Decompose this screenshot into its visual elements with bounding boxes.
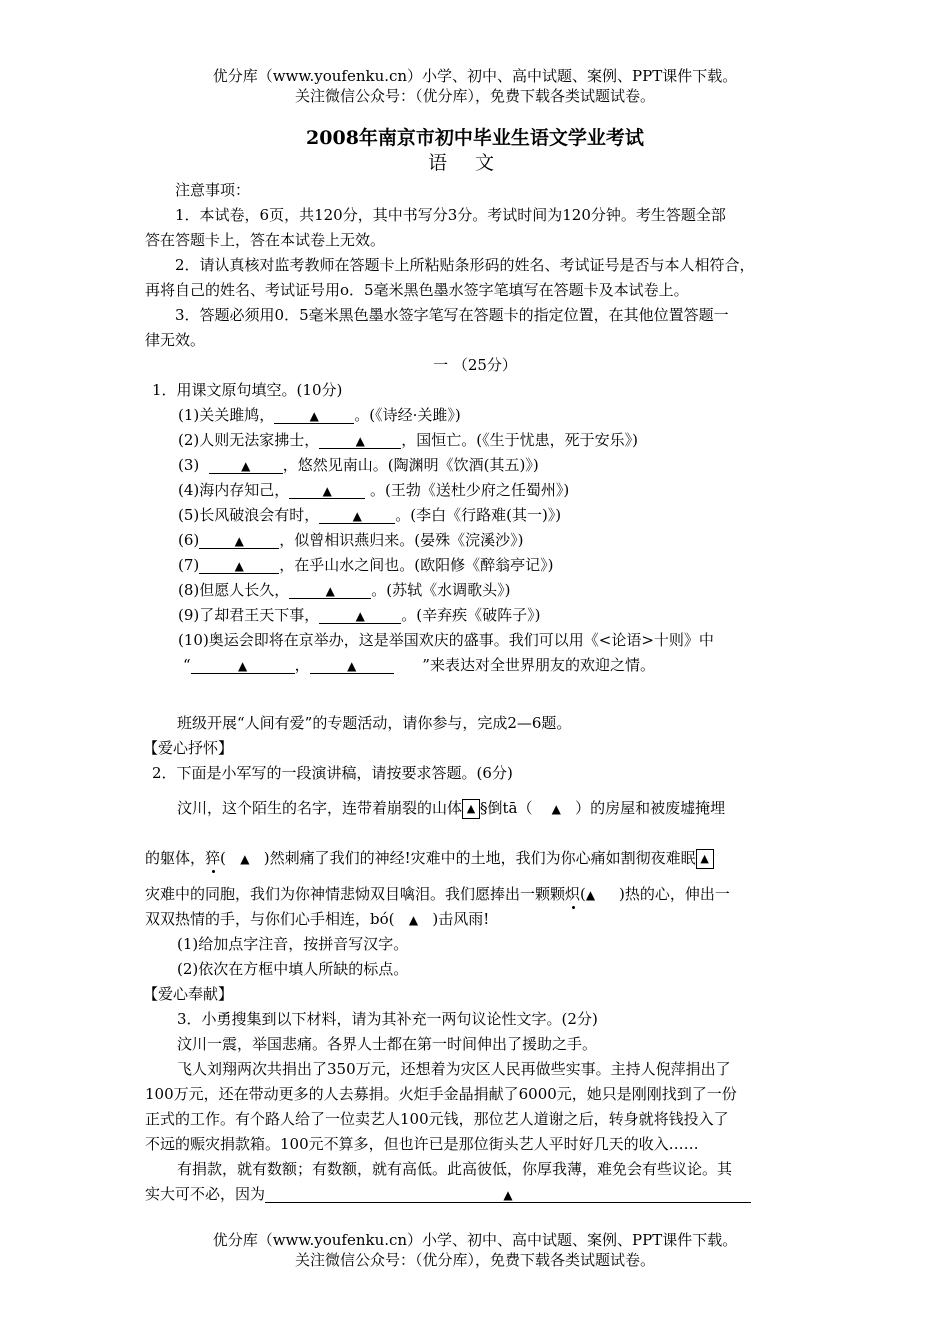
triangle-icon: ▲ (352, 509, 362, 523)
q2-passage-line-4: 双双热情的手，与你们心手相连，bó( ▲ )击风雨! (145, 910, 490, 928)
activity-intro: 班级开展“人间有爱”的专题活动，请你参与，完成2—6题。 (177, 714, 572, 732)
q1-item-1: (1)关关雎鸠， ▲ 。(《诗经·关雎》) (178, 406, 461, 424)
answer-blank[interactable] (289, 480, 365, 499)
answer-blank[interactable] (319, 430, 401, 449)
answer-blank[interactable] (191, 655, 295, 674)
q3-material-2-line-4: 不远的赈灾捐款箱。100元不算多，但也许已是那位街头艺人平时好几天的收入…… (145, 1135, 699, 1153)
section-heading: 一 （25分） (433, 356, 517, 374)
triangle-icon: ▲ (241, 459, 251, 473)
triangle-icon: ▲ (466, 802, 476, 815)
triangle-icon: ▲ (322, 484, 332, 498)
answer-blank[interactable] (319, 605, 401, 624)
q1-item-6: (6) ▲ ，似曾相识燕归来。(晏殊《浣溪沙》) (178, 531, 524, 549)
triangle-icon: ▲ (408, 913, 419, 927)
answer-blank[interactable] (199, 555, 279, 574)
section-aixin-fengxian: 【爱心奉献】 (143, 985, 234, 1003)
q3-material-3-line-1: 有捐款，就有数额；有数额，就有高低。此高彼低，你厚我薄，难免会有些议论。其 (177, 1160, 733, 1178)
q2-sub-2: (2)依次在方框中填人所缺的标点。 (177, 960, 409, 978)
q3-material-2-line-3: 正式的工作。有个路人给了一位卖艺人100元钱，那位艺人道谢之后，转身就将钱投入了 (145, 1110, 729, 1128)
triangle-icon: ▲ (347, 659, 357, 673)
q3-material-3-line-2: 实大可不必，因为 ▲ (145, 1184, 751, 1204)
note-3-line-1: 3．答题必须用0．5毫米黑色墨水签字笔写在答题卡的指定位置，在其他位置答题一 (175, 306, 729, 324)
q1-item-10: (10)奥运会即将在京举办，这是举国欢庆的盛事。我们可以用《<论语>十则》中 (178, 631, 714, 649)
q1-item-10-blanks: “ ▲ ， ▲ ”来表达对全世界朋友的欢迎之情。 (183, 656, 655, 674)
note-2-line-1: 2．请认真核对监考教师在答题卡上所粘贴条形码的姓名、考试证号是否与本人相符合， (175, 256, 755, 274)
q1-stem: 1．用课文原句填空。(10分) (152, 381, 343, 399)
triangle-icon: ▲ (585, 888, 596, 902)
q1-item-3: (3) ▲ ，悠然见南山。(陶渊明《饮酒(其五)》) (178, 456, 539, 474)
triangle-icon: ▲ (355, 609, 365, 623)
q3-stem: 3．小勇搜集到以下材料，请为其补充一两句议论性文字。(2分) (177, 1010, 598, 1028)
triangle-icon: ▲ (503, 1188, 513, 1202)
triangle-icon: ▲ (240, 852, 250, 866)
triangle-icon: ▲ (551, 802, 561, 816)
q2-passage-line-3: 灾难中的同胞，我们为你神情悲恸双目噙泪。我们愿捧出一颗颗炽(▲ )热的心，伸出一 (145, 885, 730, 903)
header-line-2: 关注微信公众号：（优分库），免费下载各类试题试卷。 (294, 87, 655, 105)
q1-item-7: (7) ▲ ，在乎山水之间也。(欧阳修《醉翁亭记》) (178, 556, 554, 574)
footer-line-2: 关注微信公众号：（优分库），免费下载各类试题试卷。 (294, 1251, 655, 1269)
answer-blank[interactable] (265, 1184, 751, 1203)
page-subtitle: 语文 (427, 152, 522, 174)
footer-line-1: 优分库（www.youfenku.cn）小学、初中、高中试题、案例、PPT课件下载。 (212, 1231, 738, 1249)
triangle-icon: ▲ (325, 584, 335, 598)
dotted-char: 猝 (205, 849, 221, 867)
triangle-icon: ▲ (309, 409, 319, 423)
punctuation-box[interactable] (462, 799, 480, 819)
section-aixin-shuhuai: 【爱心抒怀】 (143, 739, 234, 757)
dotted-char: 炽 (565, 885, 581, 903)
note-1-line-2: 答在答题卡上，答在本试卷上无效。 (145, 231, 386, 249)
answer-blank[interactable] (289, 580, 371, 599)
q2-stem: 2．下面是小军写的一段演讲稿，请按要求答题。(6分) (152, 764, 513, 782)
triangle-icon: ▲ (355, 434, 365, 448)
page-title: 2008年南京市初中毕业生语文学业考试 (306, 127, 644, 149)
triangle-icon: ▲ (234, 559, 244, 573)
header-line-1: 优分库（www.youfenku.cn）小学、初中、高中试题、案例、PPT课件下载。 (212, 67, 738, 85)
triangle-icon: ▲ (238, 659, 248, 673)
note-3-line-2: 律无效。 (145, 331, 206, 349)
note-1-line-1: 1．本试卷，6页，共120分，其中书写分3分。考试时间为120分钟。考生答题全部 (175, 206, 726, 224)
answer-blank[interactable] (274, 405, 354, 424)
answer-blank[interactable] (199, 530, 279, 549)
q1-item-8: (8)但愿人长久， ▲ 。(苏轼《水调歌头》) (178, 581, 511, 599)
answer-blank[interactable] (310, 655, 394, 674)
note-2-line-2: 再将自己的姓名、考试证号用o．5毫米黑色墨水签字笔填写在答题卡及本试卷上。 (145, 281, 689, 299)
q1-item-9: (9)了却君王天下事， ▲ 。(辛弃疾《破阵子》) (178, 606, 541, 624)
q3-material-2-line-2: 100万元，还在带动更多的人去募捐。火炬手金晶捐献了6000元，她只是刚刚找到了一份 (145, 1085, 737, 1103)
q1-item-5: (5)长风破浪会有时， ▲ 。(李白《行路难(其一)》) (178, 506, 562, 524)
triangle-icon: ▲ (234, 534, 244, 548)
triangle-icon: ▲ (700, 852, 709, 865)
notes-heading: 注意事项： (175, 181, 251, 199)
q2-passage-line-2: 的躯体，猝( ▲ )然刺痛了我们的神经!灾难中的土地，我们为你心痛如割彻夜难眠 ▲ (145, 848, 714, 869)
q2-sub-1: (1)给加点字注音，按拼音写汉字。 (177, 935, 409, 953)
answer-blank[interactable] (319, 505, 395, 524)
q3-material-2-line-1: 飞人刘翔两次共捐出了350万元，还想着为灾区人民再做些实事。主持人倪萍捐出了 (177, 1060, 731, 1078)
punctuation-box[interactable] (696, 849, 714, 869)
q3-material-1: 汶川一震，举国悲痛。各界人士都在第一时间伸出了援助之手。 (177, 1035, 598, 1053)
q1-item-4: (4)海内存知己， ▲ 。(王勃《送杜少府之任蜀州》) (178, 481, 570, 499)
q2-passage-line-1: 汶川，这个陌生的名字，连带着崩裂的山体 ▲ §倒tā（ ▲ ）的房屋和被废墟掩埋 (177, 799, 726, 817)
answer-blank[interactable] (209, 455, 283, 474)
q1-item-2: (2)人则无法家拂士， ▲ ，国恒亡。(《生于忧患，死于安乐》) (178, 431, 638, 449)
